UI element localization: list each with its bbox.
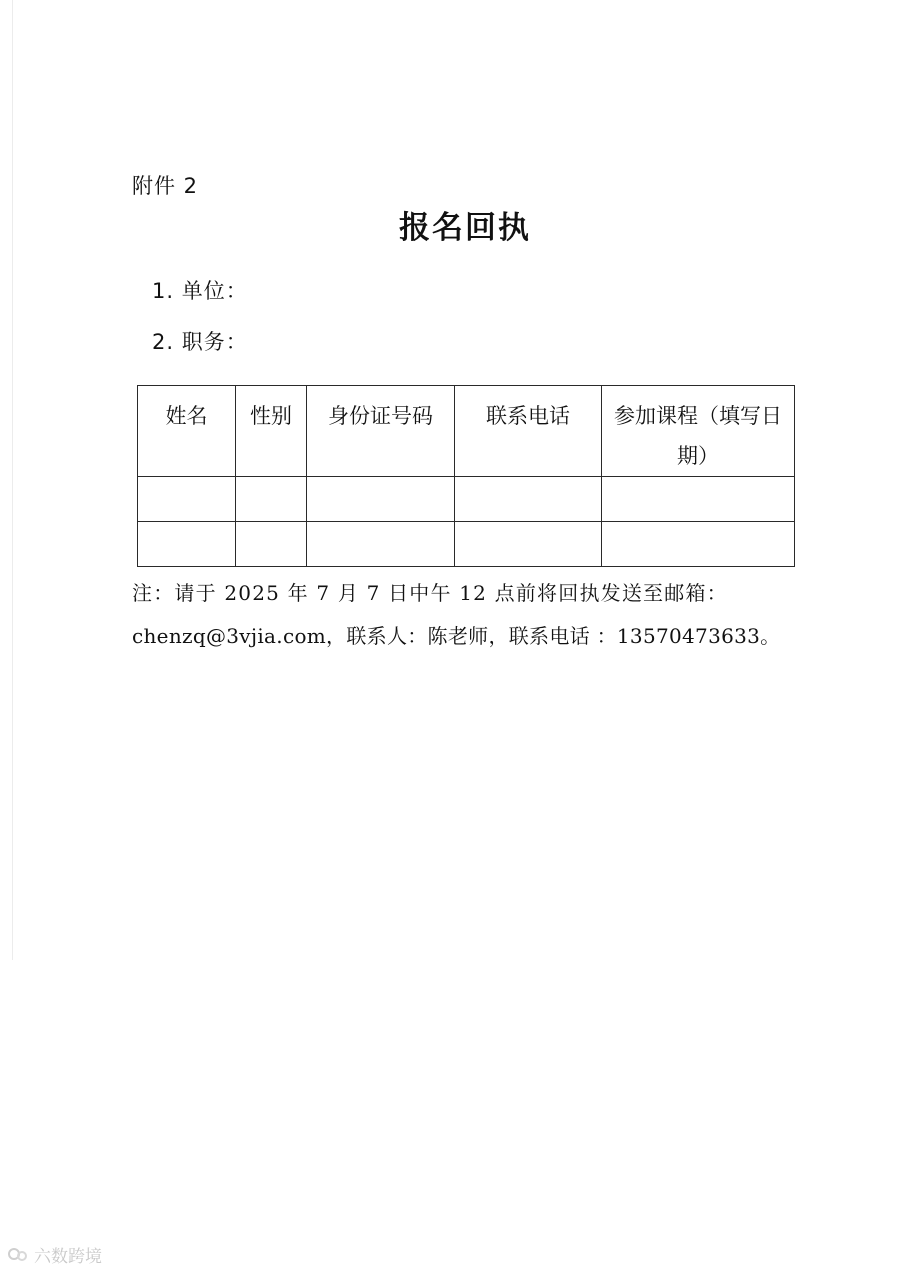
table-cell: [138, 522, 236, 567]
table-cell: [602, 477, 795, 522]
table-header-row: [138, 386, 795, 477]
table-cell: [307, 477, 455, 522]
watermark: [8, 1242, 102, 1267]
table-row: [138, 522, 795, 567]
table-cell: [236, 477, 307, 522]
document-title: 报名回执: [399, 210, 531, 246]
field-position-label: 2. 职务：: [152, 330, 248, 354]
table-cell: [602, 522, 795, 567]
field-unit-label: 1. 单位：: [152, 279, 248, 303]
page-edge-line: [12, 0, 13, 960]
note-line-1: 注：请于 2025 年 7 月 7 日中午 12 点前将回执发送至邮箱：: [132, 581, 728, 605]
header-phone: 联系电话: [455, 386, 602, 477]
header-course: 参加课程（填写日期）: [602, 386, 795, 477]
header-name: 姓名: [138, 386, 236, 477]
table-row: [138, 477, 795, 522]
attachment-label: 附件 2: [132, 174, 199, 198]
watermark-logo-icon: [8, 1246, 30, 1264]
table-cell: [455, 522, 602, 567]
table-cell: [236, 522, 307, 567]
header-gender: 性别: [236, 386, 307, 477]
registration-table: [137, 385, 795, 567]
watermark-text: 六数跨境: [34, 1247, 102, 1267]
note-line-2: chenzq@3vjia.com，联系人：陈老师，联系电话 ：13570473633。: [132, 624, 781, 648]
table-cell: [307, 522, 455, 567]
header-id-number: 身份证号码: [307, 386, 455, 477]
table-cell: [138, 477, 236, 522]
table-cell: [455, 477, 602, 522]
